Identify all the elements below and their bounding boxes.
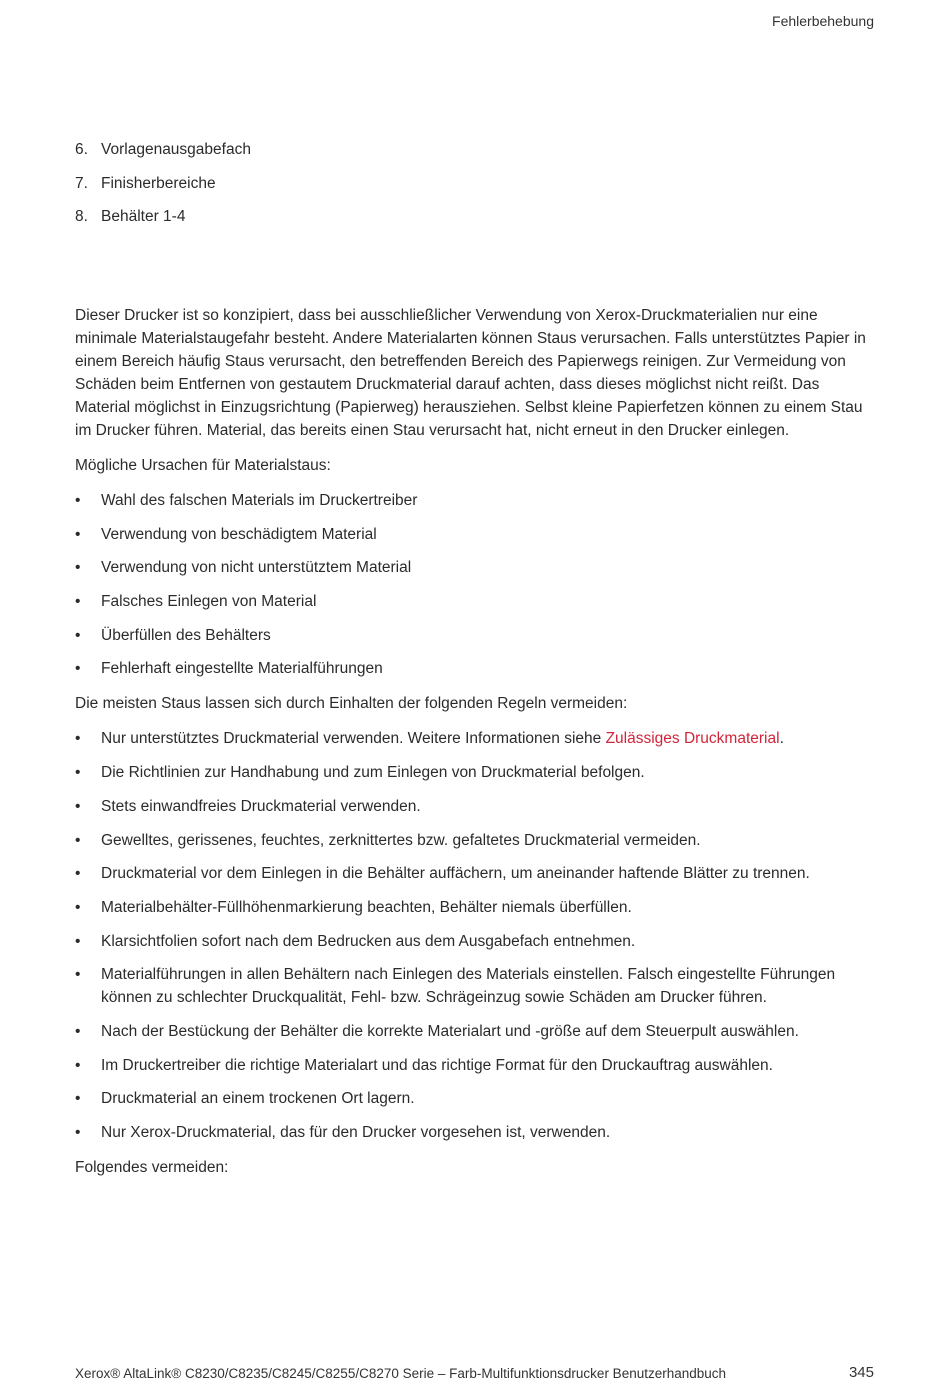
bullet-icon: • <box>75 797 81 815</box>
item-number: 7. <box>75 174 88 192</box>
bullet-icon: • <box>75 730 81 748</box>
item-number: 8. <box>75 208 88 225</box>
list-item <box>75 172 875 195</box>
list-item: • Im Druckertreiber die richtige Materialart und das richtige Format für den Druckauftrag auswählen. <box>75 1054 875 1077</box>
list-item: • Überfüllen des Behälters <box>75 624 875 647</box>
bullet-icon: • <box>75 1056 81 1074</box>
rules-list <box>75 727 875 1144</box>
item-number: 6. <box>75 141 88 158</box>
list-item: • Klarsichtfolien sofort nach dem Bedrucken aus dem Ausgabefach entnehmen. <box>75 930 875 953</box>
bullet-icon: • <box>75 1090 81 1108</box>
bullet-icon: • <box>75 831 81 849</box>
page-content <box>75 138 875 1191</box>
list-item: • Materialbehälter-Füllhöhenmarkierung beachten, Behälter niemals überfüllen. <box>75 896 875 919</box>
list-item: • Verwendung von nicht unterstütztem Material <box>75 556 875 579</box>
bullet-icon: • <box>75 865 81 883</box>
list-item: • Materialführungen in allen Behältern nach Einlegen des Materials einstellen. Falsch eingestellte Führungen können zu schlechter Druckqualität, Fehl- bzw. Schrägeinzug sowie Schäden am Drucker führen. <box>75 963 875 1009</box>
list-item: • Falsches Einlegen von Material <box>75 590 875 613</box>
bullet-icon: • <box>75 1124 81 1141</box>
list-item: • Verwendung von beschädigtem Material <box>75 523 875 546</box>
item-text: Finisherbereiche <box>101 174 216 192</box>
footer-title: Xerox® AltaLink® C8230/C8235/C8245/C8255/C8270 Serie – Farb-Multifunktionsdrucker Benutzerhandbuch <box>75 1366 727 1381</box>
list-item: • Nach der Bestückung der Behälter die korrekte Materialart und -größe auf dem Steuerpult auswählen. <box>75 1020 875 1043</box>
item-text: Behälter 1-4 <box>101 208 186 225</box>
list-item: • Gewelltes, gerissenes, feuchtes, zerknittertes bzw. gefaltetes Druckmaterial vermeiden. <box>75 829 875 852</box>
list-item: • Die Richtlinien zur Handhabung und zum Einlegen von Druckmaterial befolgen. <box>75 761 875 784</box>
list-item: • Nur Xerox-Druckmaterial, das für den Drucker vorgesehen ist, verwenden. <box>75 1121 875 1144</box>
supported-media-link[interactable]: Zulässiges Druckmaterial <box>605 730 780 748</box>
bullet-icon: • <box>75 492 81 509</box>
numbered-list <box>75 138 875 228</box>
bullet-icon: • <box>75 932 81 950</box>
list-item: • Wahl des falschen Materials im Druckertreiber <box>75 489 875 512</box>
bullet-icon: • <box>75 764 81 782</box>
avoid-heading: Folgendes vermeiden: <box>75 1159 229 1176</box>
bullet-icon: • <box>75 593 81 611</box>
bullet-icon: • <box>75 966 81 984</box>
bullet-icon: • <box>75 559 81 577</box>
bullet-icon: • <box>75 660 81 678</box>
list-item <box>75 205 875 228</box>
list-item: • Stets einwandfreies Druckmaterial verwenden. <box>75 795 875 818</box>
item-text: Vorlagenausgabefach <box>101 141 251 158</box>
bullet-icon: • <box>75 898 81 916</box>
list-item: • Fehlerhaft eingestellte Materialführungen <box>75 657 875 680</box>
page-number: 345 <box>848 1364 874 1381</box>
bullet-icon: • <box>75 626 81 644</box>
list-item: • Druckmaterial vor dem Einlegen in die Behälter auffächern, um aneinander haftende Blätter zu trennen. <box>75 862 875 885</box>
causes-list <box>75 489 875 680</box>
list-item: • Druckmaterial an einem trockenen Ort lagern. <box>75 1087 875 1110</box>
list-item: • Nur unterstütztes Druckmaterial verwenden. Weitere Informationen siehe Zulässiges Druckmaterial. <box>75 727 875 750</box>
rules-heading: Die meisten Staus lassen sich durch Einhalten der folgenden Regeln vermeiden: <box>75 695 628 713</box>
running-header: Fehlerbehebung <box>772 13 874 29</box>
causes-heading: Mögliche Ursachen für Materialstaus: <box>75 457 331 474</box>
list-item <box>75 138 875 161</box>
bullet-icon: • <box>75 525 81 543</box>
intro-paragraph: Dieser Drucker ist so konzipiert, dass bei ausschließlicher Verwendung von Xerox-Druckmaterialien nur eine minimale Materialstaugefahr besteht. Andere Materialarten können Staus verursachen. Falls unterstütztes Papier in einem Bereich häufig Staus verursacht, den betreffenden Bereich des Papierwegs reinigen. Zur Vermeidung von Schäden beim Entfernen von gestautem Druckmaterial darauf achten, dass dieses möglichst nicht reißt. Das Material möglichst in Einzugsrichtung (Papierweg) herausziehen. Selbst kleine Papierfetzen können zu einem Stau im Drucker führen. Material, das bereits einen Stau verursacht hat, nicht erneut in den Drucker einlegen. <box>75 307 866 439</box>
bullet-icon: • <box>75 1022 81 1040</box>
